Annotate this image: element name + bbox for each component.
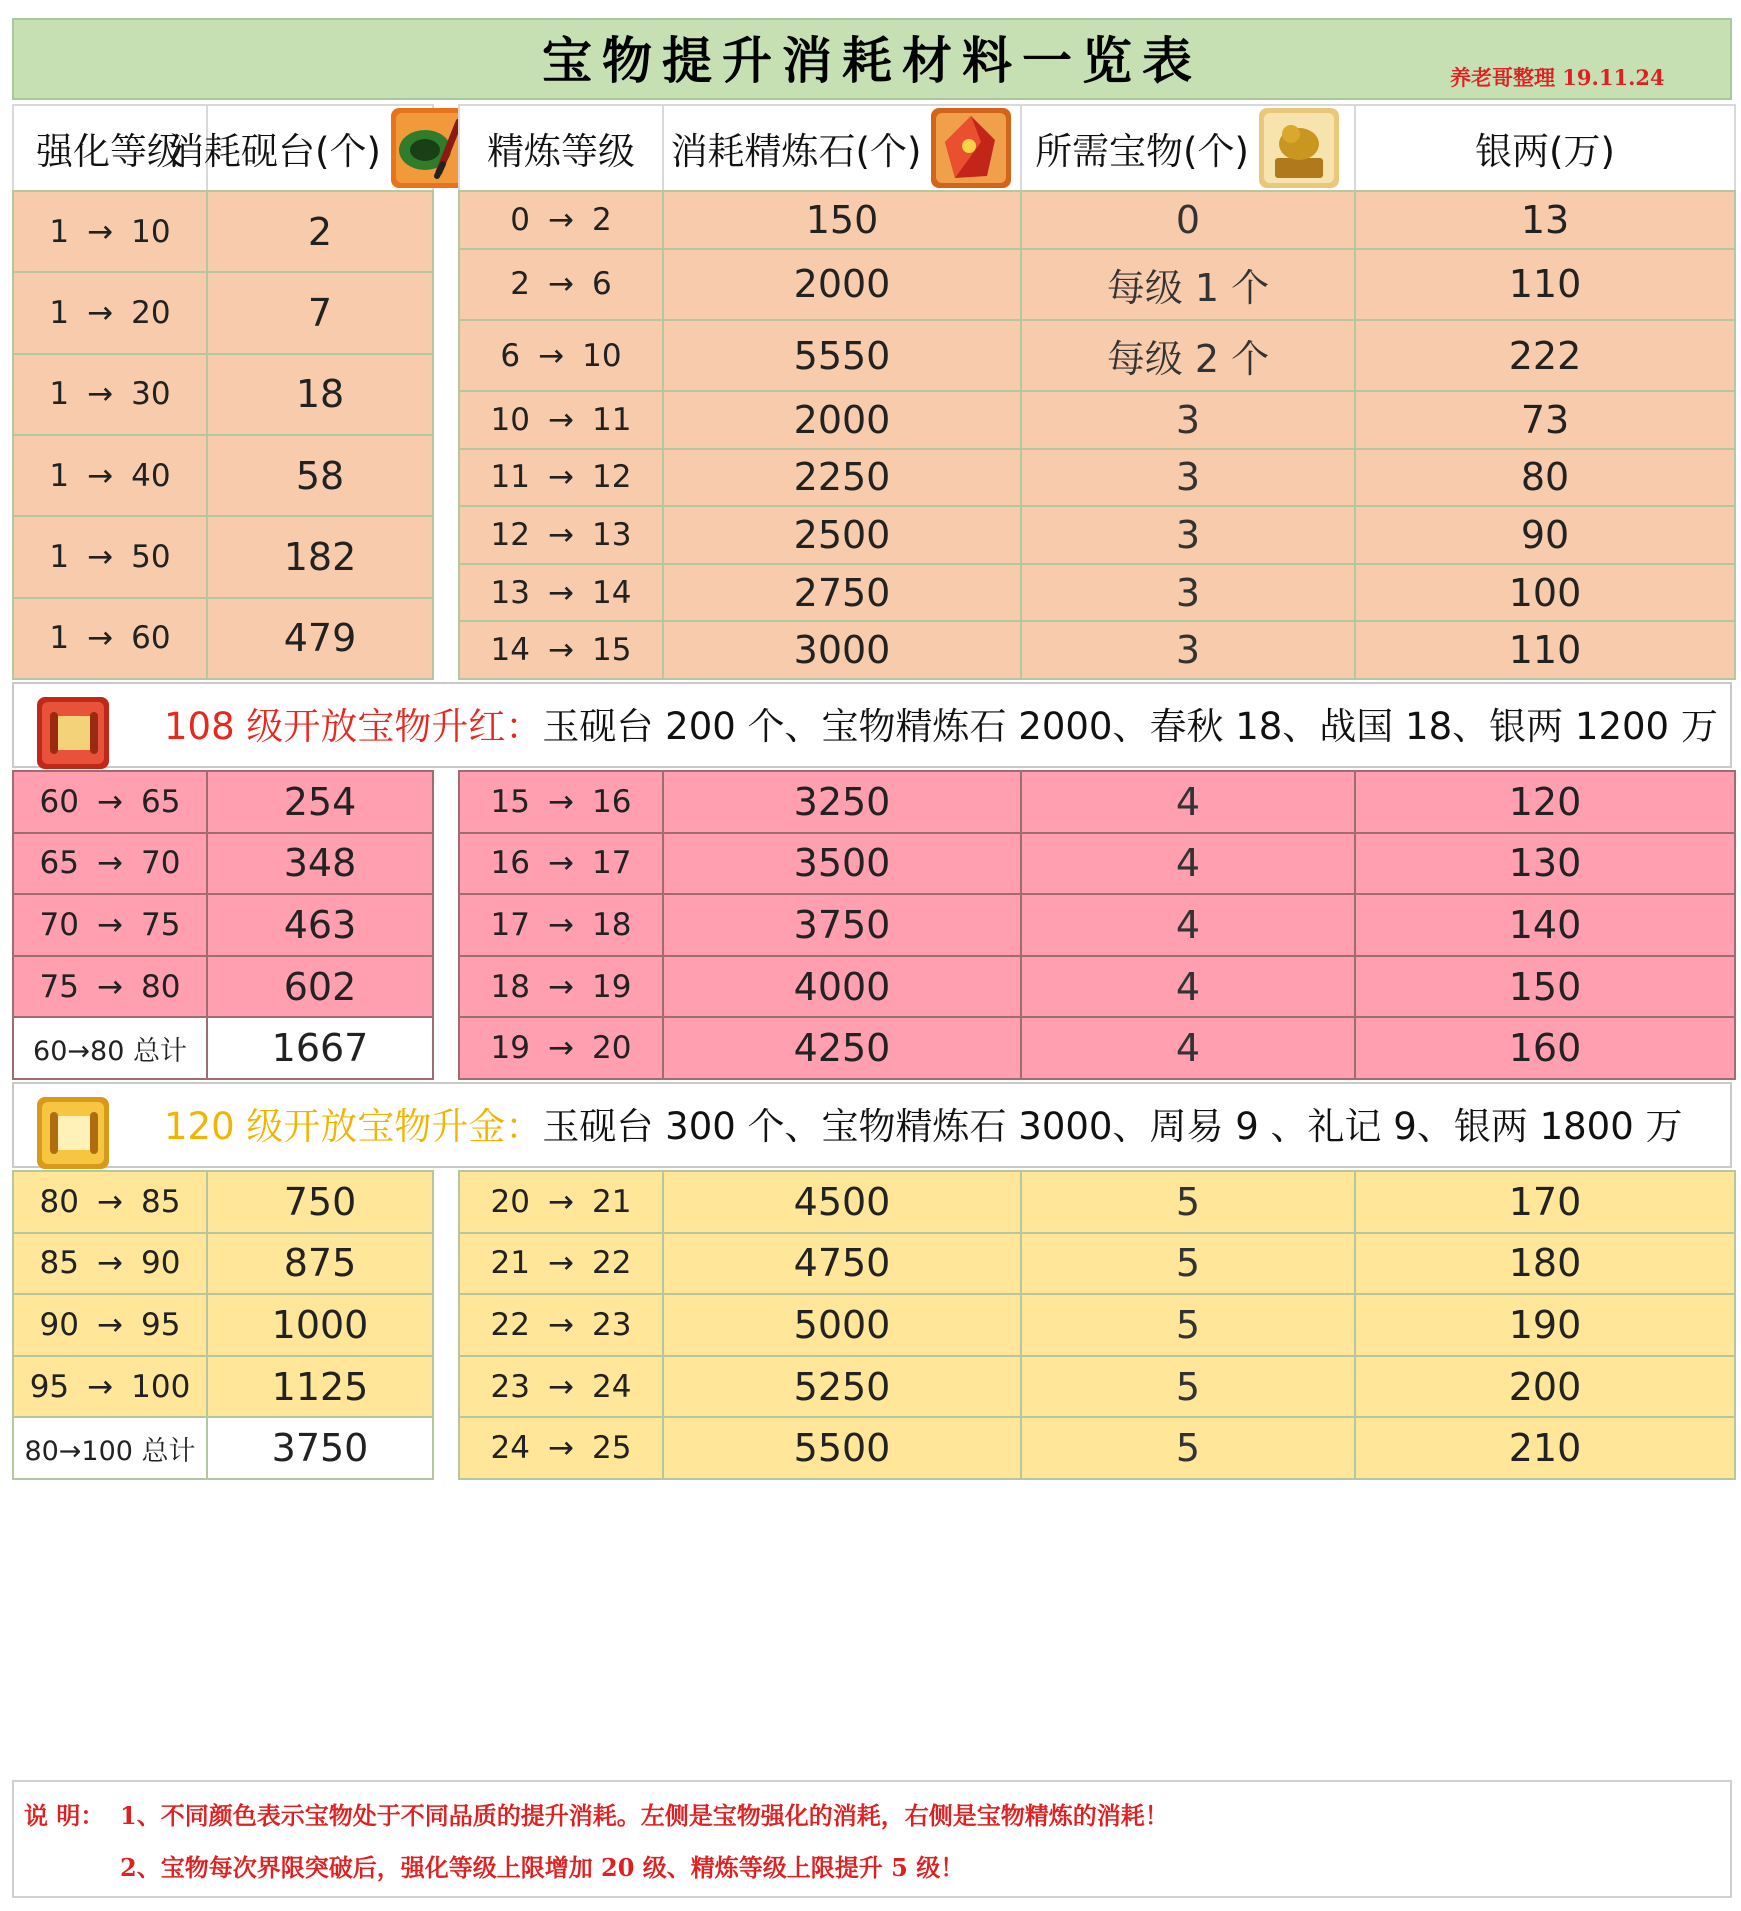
level-to: 65 <box>140 783 181 820</box>
inkstone-count: 479 <box>207 598 433 679</box>
arrow-icon: → <box>87 1368 114 1405</box>
arrow-icon: → <box>548 906 574 943</box>
arrow-icon: → <box>548 1306 574 1343</box>
level-to: 10 <box>131 213 171 250</box>
note-line-1: 1、不同颜色表示宝物处于不同品质的提升消耗。左侧是宝物强化的消耗，右侧是宝物精炼的消耗！ <box>120 1801 1169 1830</box>
level-range <box>13 1356 207 1418</box>
level-range <box>13 435 207 516</box>
arrow-icon: → <box>87 538 114 575</box>
level-to: 20 <box>591 1030 632 1067</box>
inkstone-count: 182 <box>207 516 433 597</box>
inkstone-count: 18 <box>207 354 433 435</box>
treasure-count: 4 <box>1021 833 1355 895</box>
arrow-icon: → <box>548 968 574 1005</box>
table-row <box>13 1356 433 1418</box>
arrow-icon: → <box>548 1030 574 1067</box>
total-row <box>13 1417 433 1479</box>
inkstone-count: 875 <box>207 1233 433 1295</box>
right-header <box>458 104 1736 192</box>
arrow-icon: → <box>87 620 114 657</box>
level-range <box>459 1171 663 1233</box>
level-range <box>13 354 207 435</box>
table-row <box>459 833 1735 895</box>
inkstone-count: 7 <box>207 272 433 353</box>
treasure-count: 5 <box>1021 1356 1355 1418</box>
table-row <box>13 272 433 353</box>
inkstone-count: 348 <box>207 833 433 895</box>
level-range <box>459 833 663 895</box>
level-to: 15 <box>591 632 632 669</box>
level-to: 30 <box>131 376 171 413</box>
silver-amount: 73 <box>1355 391 1735 449</box>
table-row <box>13 771 433 833</box>
level-range <box>459 1356 663 1418</box>
treasure-count: 3 <box>1021 506 1355 564</box>
level-to: 85 <box>140 1183 181 1220</box>
total-label: 80→100 总计 <box>13 1417 207 1479</box>
arrow-icon: → <box>97 1306 123 1343</box>
refine-stone-count: 2500 <box>663 506 1021 564</box>
table-row <box>459 1171 1735 1233</box>
level-to: 40 <box>131 457 171 494</box>
silver-amount: 100 <box>1355 564 1735 622</box>
refine-stone-count: 5250 <box>663 1356 1021 1418</box>
table-row <box>459 249 1735 320</box>
level-from: 1 <box>49 294 70 331</box>
level-to: 60 <box>131 620 171 657</box>
silver-amount: 190 <box>1355 1294 1735 1356</box>
inkstone-count: 1125 <box>207 1356 433 1418</box>
red-crystal-icon <box>929 106 1013 190</box>
level-range <box>13 598 207 679</box>
inkstone-count: 1000 <box>207 1294 433 1356</box>
silver-amount: 80 <box>1355 449 1735 507</box>
inkstone-count: 2 <box>207 191 433 272</box>
silver-amount: 200 <box>1355 1356 1735 1418</box>
level-from: 24 <box>490 1430 530 1467</box>
arrow-icon: → <box>548 201 574 238</box>
notes-label: 说 明： <box>24 1801 105 1830</box>
treasure-count: 0 <box>1021 191 1355 249</box>
level-range <box>459 771 663 833</box>
level-from: 2 <box>510 266 530 303</box>
level-from: 0 <box>510 201 530 238</box>
refine-stone-count: 4250 <box>663 1017 1021 1079</box>
level-from: 1 <box>49 213 70 250</box>
col-refine-level: 精炼等级 <box>459 105 663 191</box>
table-row <box>13 1233 433 1295</box>
level-range <box>13 272 207 353</box>
inkstone-count: 750 <box>207 1171 433 1233</box>
silver-amount: 170 <box>1355 1171 1735 1233</box>
red-scroll-icon <box>36 696 110 770</box>
arrow-icon: → <box>548 632 574 669</box>
level-from: 70 <box>39 906 79 943</box>
level-from: 80 <box>39 1183 79 1220</box>
level-to: 50 <box>131 538 171 575</box>
gold-scroll-icon <box>36 1096 110 1170</box>
refine-stone-count: 4750 <box>663 1233 1021 1295</box>
arrow-icon: → <box>548 517 574 554</box>
table-row <box>13 435 433 516</box>
col-inkstone: 消耗砚台(个) <box>207 105 433 191</box>
table-row <box>459 564 1735 622</box>
table-row <box>459 320 1735 391</box>
total-row <box>13 1017 433 1079</box>
arrow-icon: → <box>548 1183 574 1220</box>
arrow-icon: → <box>97 1245 123 1282</box>
table-row <box>13 598 433 679</box>
refine-table-orange <box>458 190 1736 680</box>
red-banner-text: 玉砚台 200 个、宝物精炼石 2000、春秋 18、战国 18、银两 1200 万 <box>542 705 1718 748</box>
level-from: 1 <box>49 376 70 413</box>
arrow-icon: → <box>97 845 123 882</box>
treasure-count: 4 <box>1021 771 1355 833</box>
refine-table-pink <box>458 770 1736 1080</box>
col-enhance-level: 强化等级 <box>13 105 207 191</box>
refine-table-yellow <box>458 1170 1736 1480</box>
treasure-count: 5 <box>1021 1233 1355 1295</box>
silver-amount: 13 <box>1355 191 1735 249</box>
refine-stone-count: 2000 <box>663 249 1021 320</box>
col-refine-stone: 消耗精炼石(个) <box>663 105 1021 191</box>
level-range <box>459 249 663 320</box>
refine-stone-count: 3750 <box>663 894 1021 956</box>
table-row <box>459 1294 1735 1356</box>
col-silver: 银两(万) <box>1355 105 1735 191</box>
refine-stone-count: 3000 <box>663 621 1021 679</box>
level-to: 20 <box>131 294 171 331</box>
level-from: 60 <box>39 783 79 820</box>
table-row <box>459 621 1735 679</box>
arrow-icon: → <box>538 337 565 374</box>
silver-amount: 110 <box>1355 249 1735 320</box>
refine-stone-count: 4500 <box>663 1171 1021 1233</box>
refine-stone-count: 3250 <box>663 771 1021 833</box>
treasure-count: 3 <box>1021 391 1355 449</box>
treasure-count: 每级 2 个 <box>1021 320 1355 391</box>
level-range <box>459 449 663 507</box>
silver-amount: 90 <box>1355 506 1735 564</box>
level-from: 14 <box>490 632 530 669</box>
level-from: 16 <box>490 845 530 882</box>
refine-stone-count: 4000 <box>663 956 1021 1018</box>
level-to: 19 <box>591 968 632 1005</box>
arrow-icon: → <box>87 213 114 250</box>
level-range <box>13 1171 207 1233</box>
arrow-icon: → <box>97 968 123 1005</box>
level-to: 13 <box>591 517 632 554</box>
silver-amount: 150 <box>1355 956 1735 1018</box>
level-to: 21 <box>591 1183 632 1220</box>
total-label: 60→80 总计 <box>13 1017 207 1079</box>
arrow-icon: → <box>548 1245 574 1282</box>
arrow-icon: → <box>548 401 574 438</box>
table-row <box>459 771 1735 833</box>
table-row <box>459 391 1735 449</box>
level-range <box>13 833 207 895</box>
arrow-icon: → <box>87 376 114 413</box>
silver-amount: 210 <box>1355 1417 1735 1479</box>
total-value: 1667 <box>207 1017 433 1079</box>
table-row <box>13 354 433 435</box>
level-to: 12 <box>591 459 632 496</box>
table-row <box>13 1171 433 1233</box>
left-header <box>12 104 434 192</box>
page-title: 宝物提升消耗材料一览表 <box>542 31 1202 90</box>
level-range <box>13 771 207 833</box>
level-to: 10 <box>582 337 622 374</box>
table-row <box>13 191 433 272</box>
level-to: 25 <box>591 1430 632 1467</box>
arrow-icon: → <box>548 783 574 820</box>
golden-lion-seal-icon <box>1257 106 1341 190</box>
arrow-icon: → <box>548 1368 574 1405</box>
table-row <box>459 191 1735 249</box>
table-row <box>459 1017 1735 1079</box>
refine-stone-count: 5500 <box>663 1417 1021 1479</box>
level-from: 65 <box>39 845 79 882</box>
level-to: 17 <box>591 845 632 882</box>
silver-amount: 180 <box>1355 1233 1735 1295</box>
level-from: 1 <box>49 457 70 494</box>
silver-amount: 110 <box>1355 621 1735 679</box>
level-range <box>459 1294 663 1356</box>
level-range <box>459 894 663 956</box>
refine-stone-count: 150 <box>663 191 1021 249</box>
arrow-icon: → <box>87 294 114 331</box>
level-range <box>459 956 663 1018</box>
arrow-icon: → <box>548 845 574 882</box>
inkstone-count: 463 <box>207 894 433 956</box>
enhance-table-pink <box>12 770 434 1080</box>
level-from: 18 <box>490 968 530 1005</box>
silver-amount: 222 <box>1355 320 1735 391</box>
treasure-count: 5 <box>1021 1294 1355 1356</box>
level-from: 20 <box>490 1183 530 1220</box>
level-to: 70 <box>140 845 181 882</box>
level-from: 90 <box>39 1306 79 1343</box>
arrow-icon: → <box>548 1430 574 1467</box>
treasure-count: 4 <box>1021 894 1355 956</box>
level-range <box>459 621 663 679</box>
refine-stone-count: 5000 <box>663 1294 1021 1356</box>
treasure-count: 3 <box>1021 621 1355 679</box>
treasure-cost-sheet <box>12 18 1734 1900</box>
arrow-icon: → <box>97 906 123 943</box>
table-row <box>13 1294 433 1356</box>
level-from: 21 <box>490 1245 530 1282</box>
level-from: 85 <box>39 1245 79 1282</box>
arrow-icon: → <box>548 574 574 611</box>
level-from: 11 <box>490 459 530 496</box>
refine-stone-count: 2750 <box>663 564 1021 622</box>
level-range <box>13 956 207 1018</box>
level-to: 75 <box>140 906 181 943</box>
refine-stone-count: 2000 <box>663 391 1021 449</box>
silver-amount: 130 <box>1355 833 1735 895</box>
gold-banner-lead: 120 级开放宝物升金： <box>164 1105 543 1148</box>
table-row <box>459 1233 1735 1295</box>
silver-amount: 160 <box>1355 1017 1735 1079</box>
treasure-count: 每级 1 个 <box>1021 249 1355 320</box>
note-line-2: 2、宝物每次界限突破后，强化等级上限增加 20 级、精炼等级上限提升 5 级！ <box>120 1853 965 1882</box>
level-to: 23 <box>591 1306 632 1343</box>
level-range <box>459 391 663 449</box>
level-from: 17 <box>490 906 530 943</box>
level-range <box>459 1233 663 1295</box>
treasure-count: 5 <box>1021 1171 1355 1233</box>
level-from: 15 <box>490 783 530 820</box>
table-row <box>13 516 433 597</box>
enhance-table-orange <box>12 190 434 680</box>
level-from: 95 <box>29 1368 70 1405</box>
refine-stone-count: 2250 <box>663 449 1021 507</box>
level-from: 1 <box>49 620 70 657</box>
total-value: 3750 <box>207 1417 433 1479</box>
level-range <box>13 191 207 272</box>
table-row <box>459 894 1735 956</box>
level-range <box>13 1233 207 1295</box>
level-to: 6 <box>591 266 612 303</box>
level-range <box>13 516 207 597</box>
table-row <box>13 956 433 1018</box>
level-from: 1 <box>49 538 70 575</box>
level-range <box>459 564 663 622</box>
level-from: 23 <box>490 1368 530 1405</box>
enhance-table-yellow <box>12 1170 434 1480</box>
silver-amount: 140 <box>1355 894 1735 956</box>
level-range <box>13 894 207 956</box>
arrow-icon: → <box>97 783 123 820</box>
level-to: 80 <box>140 968 181 1005</box>
treasure-count: 3 <box>1021 449 1355 507</box>
table-row <box>459 956 1735 1018</box>
level-to: 11 <box>591 401 632 438</box>
level-from: 22 <box>490 1306 530 1343</box>
arrow-icon: → <box>548 459 574 496</box>
level-range <box>459 1417 663 1479</box>
level-range <box>459 320 663 391</box>
level-to: 95 <box>140 1306 181 1343</box>
level-to: 24 <box>591 1368 632 1405</box>
level-range <box>13 1294 207 1356</box>
arrow-icon: → <box>548 266 574 303</box>
table-row <box>459 449 1735 507</box>
arrow-icon: → <box>97 1183 123 1220</box>
treasure-count: 4 <box>1021 1017 1355 1079</box>
silver-amount: 120 <box>1355 771 1735 833</box>
gold-banner-text: 玉砚台 300 个、宝物精炼石 3000、周易 9 、礼记 9、银两 1800 万 <box>542 1105 1683 1148</box>
table-row <box>459 1417 1735 1479</box>
level-to: 22 <box>591 1245 632 1282</box>
level-to: 14 <box>591 574 632 611</box>
upgrade-red-banner <box>12 682 1732 768</box>
treasure-count: 4 <box>1021 956 1355 1018</box>
table-row <box>13 833 433 895</box>
level-to: 100 <box>131 1368 191 1405</box>
notes-box <box>12 1780 1732 1898</box>
level-range <box>459 191 663 249</box>
inkstone-count: 58 <box>207 435 433 516</box>
level-range <box>459 506 663 564</box>
red-banner-lead: 108 级开放宝物升红： <box>164 705 543 748</box>
level-to: 16 <box>591 783 632 820</box>
title-bar <box>12 18 1732 100</box>
level-to: 90 <box>140 1245 181 1282</box>
inkstone-count: 254 <box>207 771 433 833</box>
arrow-icon: → <box>87 457 114 494</box>
author-credit: 养老哥整理 19.11.24 <box>1450 65 1665 90</box>
col-treasure-needed: 所需宝物(个) <box>1021 105 1355 191</box>
level-range <box>459 1017 663 1079</box>
refine-stone-count: 3500 <box>663 833 1021 895</box>
level-from: 13 <box>490 574 530 611</box>
level-from: 10 <box>490 401 530 438</box>
table-row <box>13 894 433 956</box>
treasure-count: 5 <box>1021 1417 1355 1479</box>
level-from: 19 <box>490 1030 530 1067</box>
inkstone-count: 602 <box>207 956 433 1018</box>
level-from: 75 <box>39 968 79 1005</box>
treasure-count: 3 <box>1021 564 1355 622</box>
level-to: 18 <box>591 906 632 943</box>
level-from: 6 <box>500 337 521 374</box>
level-to: 2 <box>591 201 612 238</box>
upgrade-gold-banner <box>12 1082 1732 1168</box>
table-row <box>459 506 1735 564</box>
level-from: 12 <box>490 517 530 554</box>
refine-stone-count: 5550 <box>663 320 1021 391</box>
table-row <box>459 1356 1735 1418</box>
